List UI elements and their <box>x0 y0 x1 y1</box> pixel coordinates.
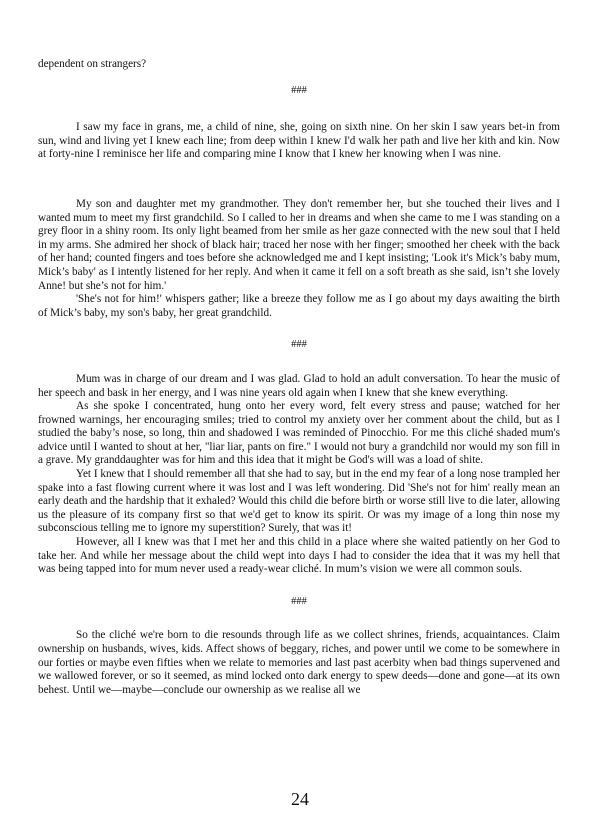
paragraph: However, all I knew was that I met her and this child in a place where she waited patiently on her God to take her. And while her message about the child wept into days I had to consider the idea that it was my hell that was being tapped into for mum never used a ready-wear cliché. In mum’s vision we were all common souls. <box>38 536 560 576</box>
paragraph: Yet I knew that I should remember all that she had to say, but in the end my fear of a long nose trampled her spake into a fast flowing current where it was lost and I was left wondering. Did 'She's not for him' really mean an early death and the hardship that it exhaled? Would this child die before birth or worse still live to die later, allowing us the pleasure of its company first so that we'd get to know its spirit. Or was my image of a long thin nose my subconscious telling me to ignore my superstition? Surely, that was it! <box>38 468 560 535</box>
page-body <box>38 58 560 697</box>
section-separator: ### <box>291 339 307 351</box>
paragraph: My son and daughter met my grandmother. They don't remember her, but she touched their lives and I wanted mum to meet my first grandchild. So I called to her in dreams and when she came to me I was standing on a grey floor in a shiny room. Its only light beamed from her smile as her gaze connected with the new soul that I held in my arms. She admired her shock of black hair; traced her nose with her finger; smoothed her cheek with the back of her hand; counted fingers and toes before she acknowledged me and I kept insisting; 'Look it's Mick’s baby mum, Mick’s baby' as I intently listened for her reply. And when it came it fell on a soft breath as she said, isn’t she lovely Anne! but she’s not for him.' <box>38 197 560 292</box>
paragraph: I saw my face in grans, me, a child of nine, she, going on sixth nine. On her skin I saw years bet-in from sun, wind and living yet I knew each line; from deep within I knew I'd walk her path and live her kith and kin. Now at forty-nine I reminisce her life and comparing mine I know that I knew her knowing when I was nine. <box>38 121 560 161</box>
paragraph: As she spoke I concentrated, hung onto her every word, felt every stress and pause; watched for her frowned warnings, her encouraging smiles; tried to control my anxiety over her comment about the child, but as I studied the baby’s nose, so long, thin and shadowed I was reminded of Pinocchio. For me this cliché shaded mum's advice until I wanted to shout at her, "liar liar, pants on fire." I would not bury a grandchild nor would my son fill in a grave. My granddaughter was for him and this idea that it might be God's will was a load of shite. <box>38 400 560 467</box>
paragraph: So the cliché we're born to die resounds through life as we collect shrines, friends, acquaintances. Claim ownership on husbands, wives, kids. Affect shows of beggary, riches, and power until we come to be somewhere in our forties or maybe even fifties when we relate to memories and last past acerbity when bad things supervened and we wallowed forever, or so it seemed, as mind locked onto dark energy to spew deeds—done and gone—at its own behest. Until we—maybe—conclude our ownership as we realise all we <box>38 629 560 696</box>
page-number: 24 <box>291 789 309 809</box>
opening-line: dependent on strangers? <box>38 58 147 70</box>
section-separator: ### <box>291 84 307 96</box>
paragraph: 'She's not for him!' whispers gather; like a breeze they follow me as I go about my days awaiting the birth of Mick’s baby, my son's baby, her great grandchild. <box>38 293 560 319</box>
paragraph: Mum was in charge of our dream and I was glad. Glad to hold an adult conversation. To hear the music of her speech and bask in her energy, and I was nine years old again when I knew that she knew everything. <box>38 372 560 399</box>
section-separator: ### <box>291 595 307 607</box>
